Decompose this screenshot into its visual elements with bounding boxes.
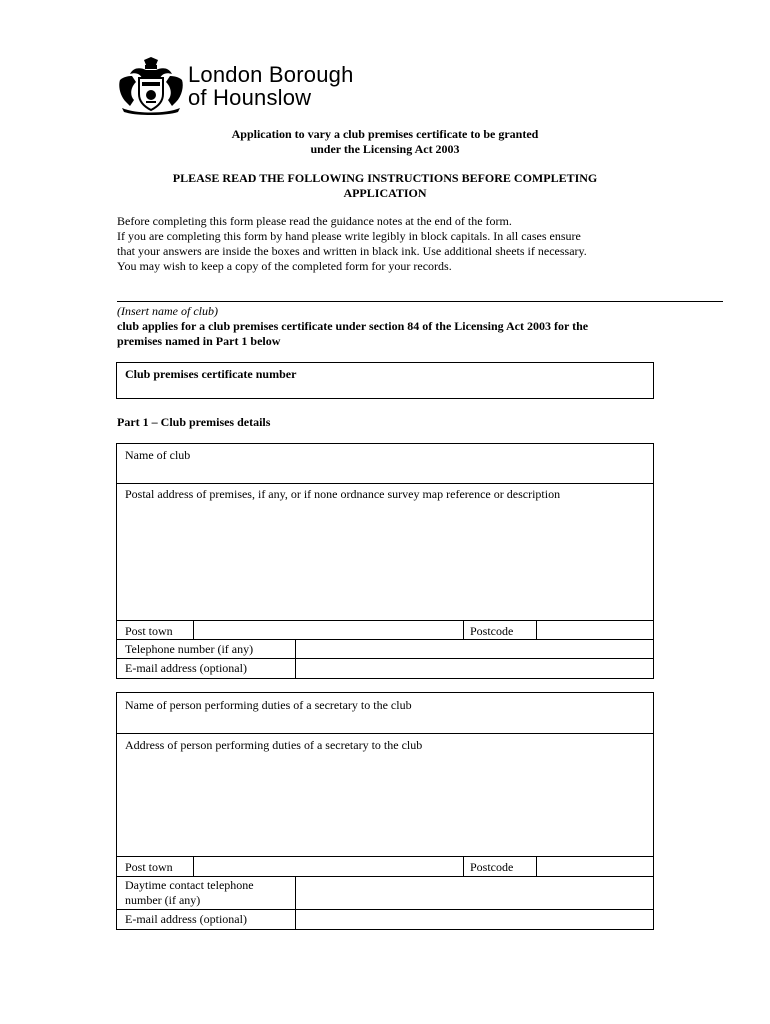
- premises-address-label: Postal address of premises, if any, or if none ordnance survey map reference or description: [125, 487, 561, 501]
- instruction-line: If you are completing this form by hand please write legibly in block capitals. In all cases ensure: [117, 229, 581, 243]
- premises-postcode-input[interactable]: [537, 621, 653, 638]
- secretary-name-input[interactable]: [117, 712, 653, 732]
- premises-postcode-label: Postcode: [470, 624, 514, 638]
- part1-heading: Part 1 – Club premises details: [117, 415, 271, 429]
- coat-of-arms-icon: [116, 56, 186, 116]
- form-title-line2: under the Licensing Act 2003: [310, 142, 460, 156]
- club-statement-line1: club applies for a club premises certificate under section 84 of the Licensing Act 2003 for the: [117, 319, 589, 333]
- instruction-line: that your answers are inside the boxes and written in black ink. Use additional sheets if necessary.: [117, 244, 587, 258]
- divider: [117, 733, 653, 734]
- club-statement-line2: premises named in Part 1 below: [117, 334, 281, 348]
- club-name-input[interactable]: [117, 462, 653, 482]
- premises-email-label: E-mail address (optional): [125, 661, 247, 675]
- secretary-post-town-input[interactable]: [194, 857, 462, 875]
- org-name-line2: of Hounslow: [188, 85, 312, 110]
- instructions-text: [117, 214, 677, 274]
- secretary-daytime-phone-input[interactable]: [296, 877, 653, 908]
- secretary-postcode-input[interactable]: [537, 857, 653, 875]
- premises-post-town-input[interactable]: [194, 621, 462, 638]
- org-name-line1: London Borough: [188, 62, 354, 87]
- secretary-email-label: E-mail address (optional): [125, 912, 247, 926]
- secretary-postcode-label: Postcode: [470, 860, 514, 874]
- instructions-heading-line2: APPLICATION: [343, 186, 427, 200]
- secretary-address-input[interactable]: [117, 752, 653, 855]
- premises-post-town-label: Post town: [125, 624, 173, 638]
- premises-email-input[interactable]: [296, 659, 653, 677]
- council-logo: [116, 56, 416, 116]
- divider: [117, 483, 653, 484]
- divider: [463, 620, 464, 639]
- instructions-heading: [0, 171, 770, 201]
- club-name-hint: (Insert name of club): [117, 304, 218, 318]
- secretary-email-input[interactable]: [296, 910, 653, 929]
- secretary-name-label: Name of person performing duties of a secretary to the club: [125, 698, 412, 712]
- club-name-line[interactable]: [117, 301, 723, 302]
- secretary-daytime-phone-label-line1: Daytime contact telephone: [125, 878, 254, 892]
- secretary-daytime-phone-label: [125, 878, 254, 907]
- form-title-line1: Application to vary a club premises certificate to be granted: [231, 127, 539, 141]
- secretary-post-town-label: Post town: [125, 860, 173, 874]
- instruction-line: You may wish to keep a copy of the completed form for your records.: [117, 259, 452, 273]
- club-statement: [117, 319, 677, 349]
- form-title: [0, 127, 770, 157]
- premises-address-input[interactable]: [117, 502, 653, 619]
- secretary-daytime-phone-label-line2: number (if any): [125, 893, 201, 907]
- instruction-line: Before completing this form please read the guidance notes at the end of the form.: [117, 214, 512, 228]
- instructions-heading-line1: PLEASE READ THE FOLLOWING INSTRUCTIONS BEFORE COMPLETING: [172, 171, 598, 185]
- premises-telephone-label: Telephone number (if any): [125, 642, 254, 656]
- club-name-label: Name of club: [125, 448, 191, 462]
- premises-telephone-input[interactable]: [296, 640, 653, 657]
- secretary-address-label: Address of person performing duties of a secretary to the club: [125, 738, 423, 752]
- certificate-number-label: Club premises certificate number: [125, 367, 297, 381]
- divider: [463, 856, 464, 876]
